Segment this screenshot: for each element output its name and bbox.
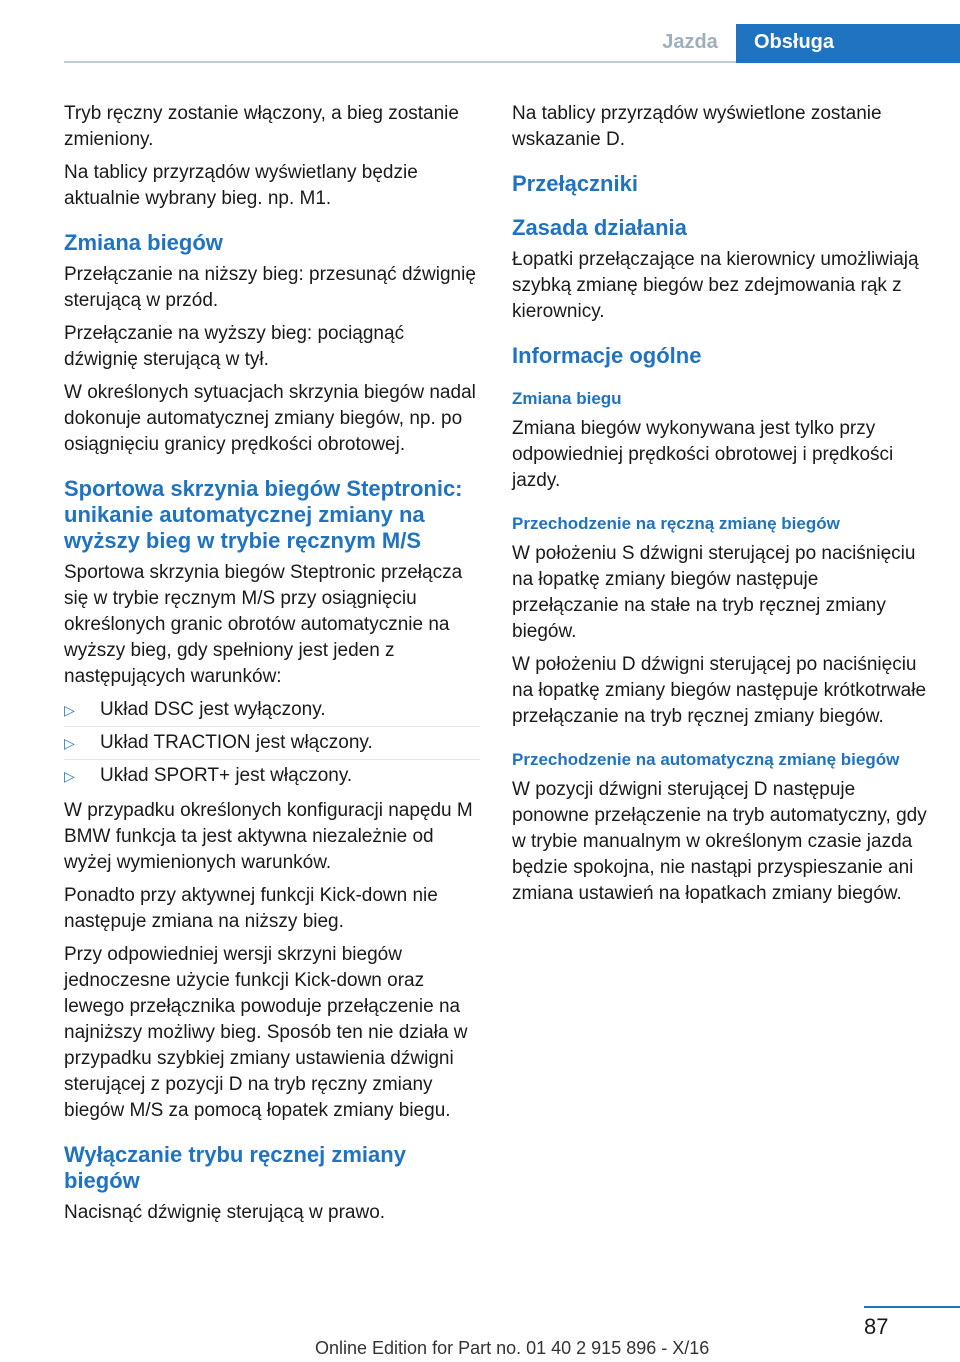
right-column — [512, 101, 928, 914]
list-item-text: Układ SPORT+ jest włączony. — [100, 765, 353, 786]
triangle-bullet-icon: ▷ — [64, 735, 75, 751]
condition-list — [64, 697, 480, 792]
page-number: 87 — [864, 1314, 889, 1339]
heading-zmiana-biegow: Zmiana biegów — [64, 230, 223, 255]
paragraph: W położeniu D dźwigni sterującej po naciśnięciu na łopatkę zmiany biegów następuje krótkotrwałe przełączanie na tryb ręcznej zmiany biegów. — [512, 654, 927, 727]
heading-informacje-ogolne: Informacje ogólne — [512, 343, 702, 368]
paragraph: W pozycji dźwigni sterującej D następuje ponowne przełączenie na tryb automatyczny, gdy w trybie manualnym w określonym czasie jazda będzie spokojna, nie nastąpi przyspieszanie ani zmiana ustawień na łopatkach zmiany biegów. — [512, 779, 927, 904]
paragraph: Na tablicy przyrządów wyświetlany będzie aktualnie wybrany bieg. np. M1. — [64, 162, 418, 209]
heading-automatyczna-zmiana: Przechodzenie na automatyczną zmianę biegów — [512, 750, 900, 769]
list-item — [64, 730, 480, 760]
list-item — [64, 697, 480, 727]
paragraph: Nacisnąć dźwignię sterującą w prawo. — [64, 1202, 386, 1223]
list-item-text: Układ DSC jest wyłączony. — [100, 699, 326, 720]
paragraph: Przy odpowiedniej wersji skrzyni biegów jednoczesne użycie funkcji Kick-down oraz lewego przełącznika powoduje przełączenie na najniższy możliwy bieg. Sposób ten nie działa w przypadku szybkiej zmiany ustawienia dźwigni sterującej z pozycji D na tryb ręczny zmiany biegów M/S za pomocą łopatek zmiany biegu. — [64, 944, 468, 1121]
edition-note: Online Edition for Part no. 01 40 2 915 896 - X/16 — [315, 1338, 710, 1358]
paragraph: Tryb ręczny zostanie włączony, a bieg zostanie zmieniony. — [64, 103, 459, 150]
left-column — [64, 101, 480, 1233]
heading-sportowa-skrzynia: Sportowa skrzynia biegów Steptronic: unikanie automatycznej zmiany na wyższy bieg w trybie ręcznym M/S — [64, 476, 463, 553]
heading-zmiana-biegu: Zmiana biegu — [512, 389, 622, 408]
heading-przelaczniki: Przełączniki — [512, 171, 638, 196]
tab-obsluga[interactable]: Obsługa — [736, 24, 960, 63]
tab-jazda[interactable]: Jazda — [662, 31, 718, 53]
heading-reczna-zmiana: Przechodzenie na ręczną zmianę biegów — [512, 514, 840, 533]
heading-wylaczanie: Wyłączanie trybu ręcznej zmiany biegów — [64, 1142, 406, 1193]
footer-rule — [864, 1306, 960, 1308]
paragraph: W przypadku określonych konfiguracji napędu M BMW funkcja ta jest aktywna niezależnie od wyżej wymienionych warunków. — [64, 800, 473, 873]
paragraph: Na tablicy przyrządów wyświetlone zostanie wskazanie D. — [512, 103, 882, 150]
paragraph: Zmiana biegów wykonywana jest tylko przy odpowiedniej prędkości obrotowej i prędkości jazdy. — [512, 418, 894, 491]
paragraph: W położeniu S dźwigni sterującej po naciśnięciu na łopatkę zmiany biegów następuje przełączanie na stałe na tryb ręcznej zmiany biegów. — [512, 543, 916, 642]
triangle-bullet-icon: ▷ — [64, 768, 75, 784]
triangle-bullet-icon: ▷ — [64, 702, 75, 718]
list-item-text: Układ TRACTION jest włączony. — [100, 732, 373, 753]
paragraph: Łopatki przełączające na kierownicy umożliwiają szybką zmianę biegów bez zdejmowania rąk z kierownicy. — [512, 249, 919, 322]
paragraph: Przełączanie na wyższy bieg: pociągnąć dźwignię sterującą w tył. — [64, 323, 405, 370]
paragraph: Ponadto przy aktywnej funkcji Kick-down nie następuje zmiana na niższy bieg. — [64, 885, 438, 932]
heading-zasada-dzialania: Zasada działania — [512, 215, 687, 240]
paragraph: Przełączanie na niższy bieg: przesunąć dźwignię sterującą w przód. — [64, 264, 476, 311]
paragraph: Sportowa skrzynia biegów Steptronic przełącza się w trybie ręcznym M/S przy osiągnięciu określonych granic obrotów automatycznie na wyższy bieg, gdy spełniony jest jeden z następujących warunków: — [64, 562, 463, 687]
paragraph: W określonych sytuacjach skrzynia biegów nadal dokonuje automatycznej zmiany biegów, np. po osiągnięciu granicy prędkości obrotowej. — [64, 382, 476, 455]
list-item — [64, 763, 480, 792]
